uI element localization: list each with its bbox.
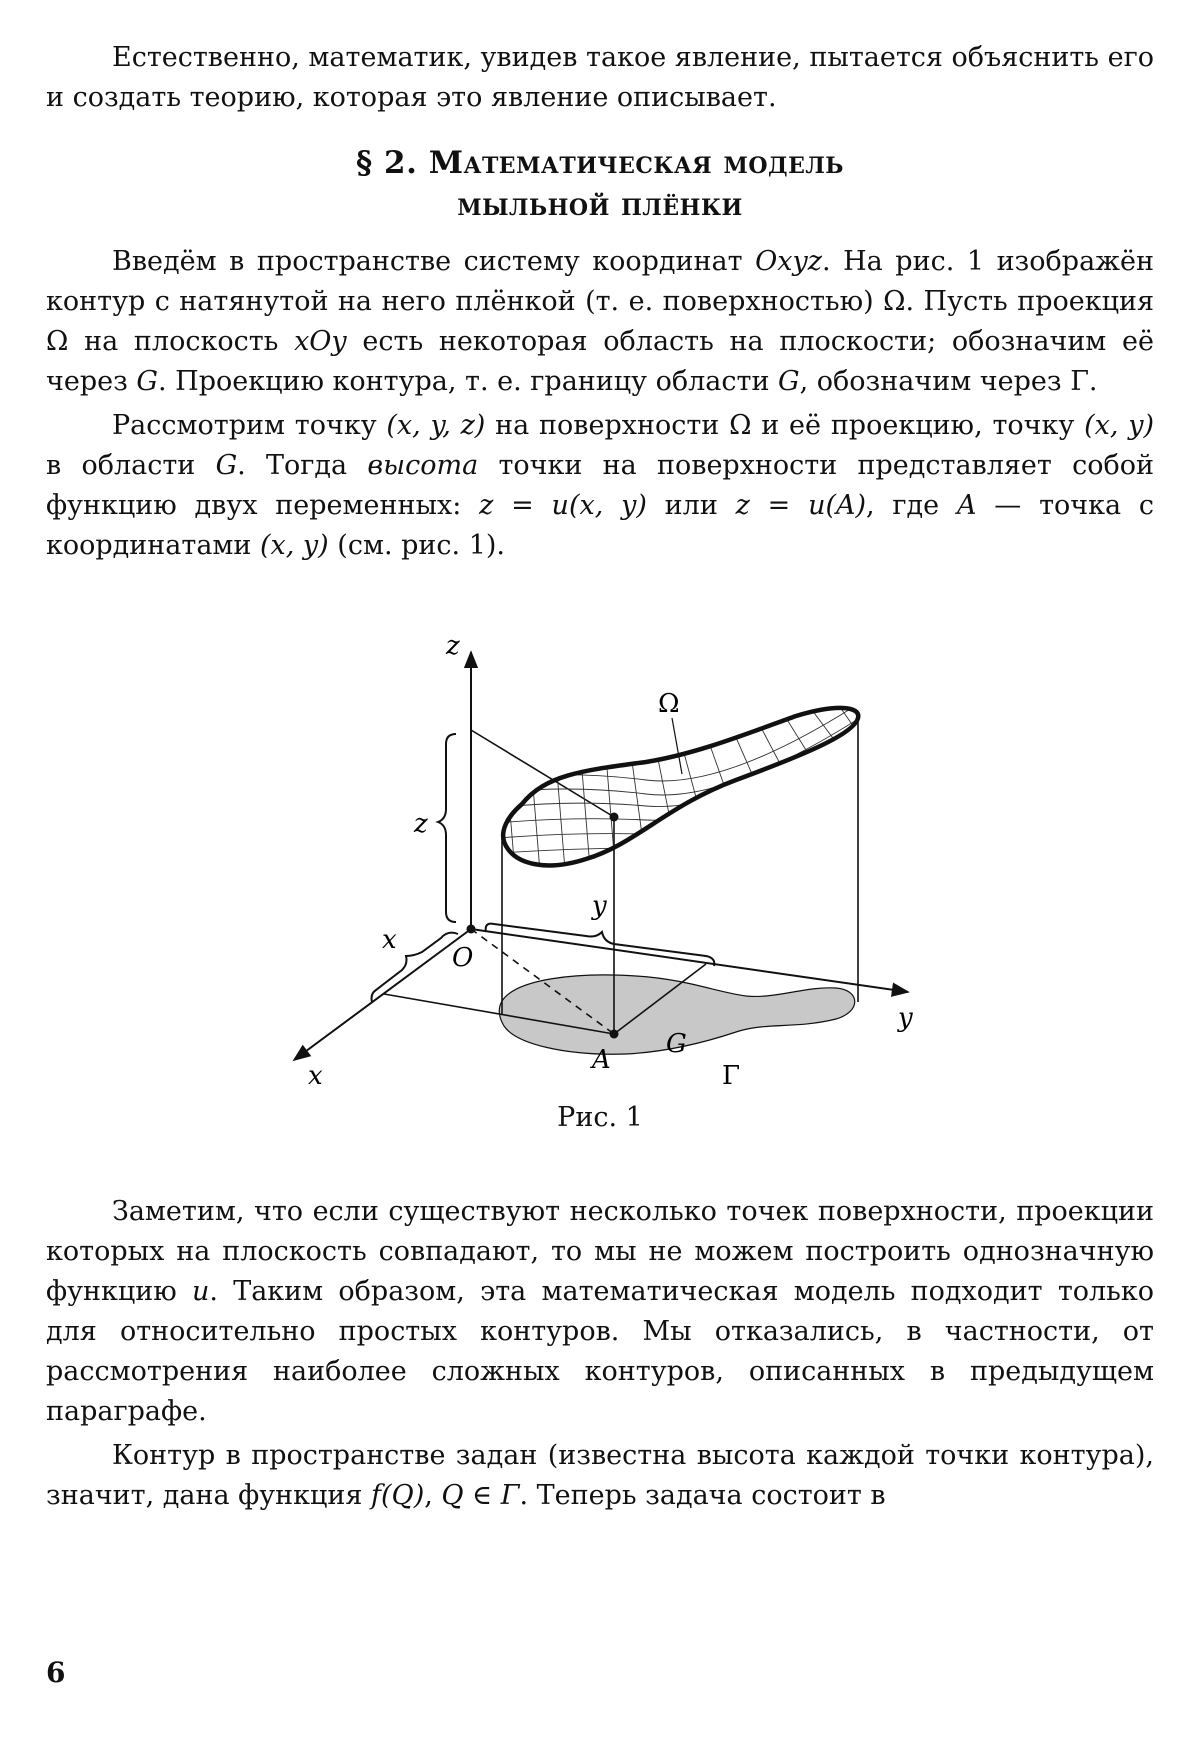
brace-z: [438, 734, 456, 922]
label-region-g: G: [666, 1029, 687, 1059]
math-z-u-xy: z = u(x, y): [479, 490, 647, 521]
label-origin: O: [452, 943, 474, 973]
omega-leader: [672, 718, 682, 774]
paragraph-point: Рассмотрим точку (x, y, z) на поверхности Ω и её проекцию, точку (x, y) в области G. Тогда высота точки на поверхности представляет собой функцию двух переменных: z = u(x, y) или z = u(A), где A — точка с координатами (x, y) (см. рис. 1).: [46, 410, 1154, 561]
paragraph-intro: [46, 38, 1154, 118]
point-surface: [610, 813, 619, 822]
math-z-u-a: z = u(A): [735, 490, 867, 521]
math-g: G: [778, 366, 800, 397]
math-xy: (x, y): [260, 530, 329, 561]
figure-1: [46, 594, 1154, 1154]
label-x-axis: x: [308, 1061, 323, 1091]
math-u: u: [192, 1276, 210, 1307]
label-brace-y: y: [592, 891, 607, 921]
surface-mesh: [486, 694, 876, 884]
label-gamma: Γ: [722, 1061, 741, 1091]
label-omega: Ω: [658, 689, 680, 719]
page-number: 6: [46, 1656, 66, 1689]
math-g: G: [215, 450, 238, 481]
label-brace-z: z: [414, 809, 428, 839]
paragraph-coordinates: Введём в пространстве систему координат Oxyz. На рис. 1 изображён контур с натянутой на него плёнкой (т. е. поверхностью) Ω. Пусть проекция Ω на плоскость xOy есть некоторая область на плоскости; обозначим её через G. Проекцию контура, т. е. границу области G, обозначим через Γ.: [46, 246, 1154, 397]
math-f-q: f(Q): [371, 1480, 425, 1511]
figure-caption: Рис. 1: [557, 1102, 643, 1133]
math-g: G: [136, 366, 158, 397]
surface-contour: [503, 708, 858, 865]
page-content: [46, 38, 1154, 1516]
section-heading-line-2: мыльной плёнки: [457, 187, 743, 223]
paragraph-contour: Контур в пространстве задан (известна высота каждой точки контура), значит, дана функция f(Q), Q ∈ Γ. Теперь задача состоит в: [46, 1440, 1154, 1511]
label-z-axis: z: [446, 631, 460, 661]
point-origin: [467, 925, 476, 934]
math-q-in-gamma: Q ∈ Γ: [441, 1480, 520, 1511]
figure-1-diagram: [46, 594, 1154, 1114]
point-a: [610, 1030, 619, 1039]
section-heading-line-1: § 2. Математическая модель: [356, 145, 844, 181]
section-heading: [46, 142, 1154, 226]
paragraph-remark: Заметим, что если существуют несколько точек поверхности, проекции которых на плоскость совпадают, то мы не можем построить однозначную функцию u. Таким образом, эта математическая модель подходит только для относительно простых контуров. Мы отказались, в частности, от рассмотрения наиболее сложных контуров, описанных в предыдущем параграфе.: [46, 1196, 1154, 1427]
math-oxyz: Oxyz: [755, 246, 822, 277]
label-brace-x: x: [382, 925, 397, 955]
math-a: A: [956, 490, 977, 521]
math-xoy: xOy: [294, 326, 347, 357]
text-intro: Естественно, математик, увидев такое явление, пытается объяснить его и создать теорию, которая это явление описывает.: [46, 42, 1154, 113]
math-xyz: (x, y, z): [386, 410, 486, 441]
label-y-axis: y: [898, 1003, 913, 1033]
math-xy: (x, y): [1084, 410, 1154, 441]
emphasis-height: высота: [367, 450, 479, 481]
label-point-a: A: [592, 1045, 611, 1075]
